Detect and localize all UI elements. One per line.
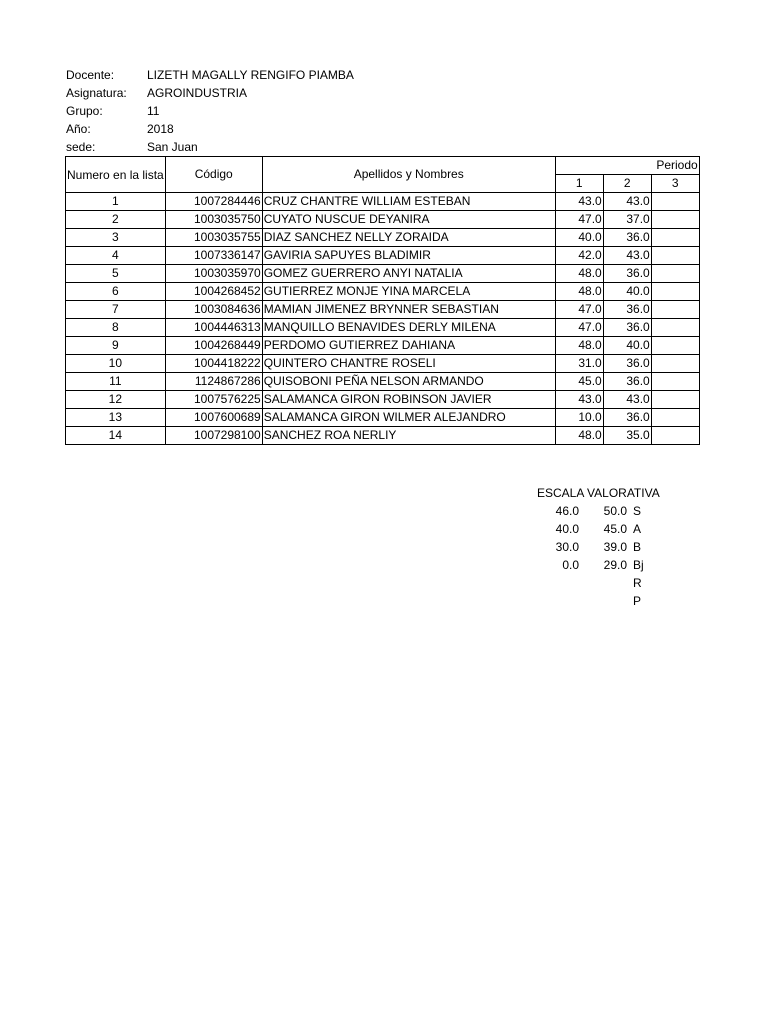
row-code: 1007298100 [165, 427, 262, 445]
row-number: 10 [66, 355, 166, 373]
info-row [66, 138, 466, 156]
row-name: SALAMANCA GIRON ROBINSON JAVIER [262, 391, 555, 409]
scale-min: 46.0 [555, 504, 579, 518]
row-code: 1124867286 [165, 373, 262, 391]
row-period-3 [651, 229, 699, 247]
row-period-2: 40.0 [603, 283, 651, 301]
info-row [66, 66, 466, 84]
row-number: 13 [66, 409, 166, 427]
header-nombres: Apellidos y Nombres [262, 157, 555, 193]
row-period-1: 43.0 [555, 193, 603, 211]
row-period-3 [651, 265, 699, 283]
row-period-3 [651, 409, 699, 427]
header-period-1: 1 [555, 175, 603, 193]
scale-label: P [633, 594, 642, 608]
scale-title: ESCALA VALORATIVA [537, 486, 660, 500]
table-row [66, 409, 700, 427]
row-period-2: 43.0 [603, 247, 651, 265]
scale-min: 0.0 [562, 558, 579, 572]
table-row [66, 265, 700, 283]
row-number: 6 [66, 283, 166, 301]
row-period-3 [651, 427, 699, 445]
row-name: MAMIAN JIMENEZ BRYNNER SEBASTIAN [262, 301, 555, 319]
header-numero: Numero en la lista [66, 157, 166, 193]
row-code: 1007336147 [165, 247, 262, 265]
row-code: 1003084636 [165, 301, 262, 319]
scale-row [537, 520, 677, 538]
info-row [66, 102, 466, 120]
row-period-3 [651, 283, 699, 301]
row-name: SALAMANCA GIRON WILMER ALEJANDRO [262, 409, 555, 427]
row-code: 1004268449 [165, 337, 262, 355]
info-row [66, 84, 466, 102]
row-period-3 [651, 373, 699, 391]
row-number: 14 [66, 427, 166, 445]
info-label: Año: [66, 122, 91, 136]
row-period-3 [651, 211, 699, 229]
table-row [66, 229, 700, 247]
scale-max: 50.0 [603, 504, 627, 518]
table-row [66, 193, 700, 211]
row-period-2: 43.0 [603, 193, 651, 211]
row-period-3 [651, 355, 699, 373]
header-info [66, 66, 466, 156]
row-name: QUINTERO CHANTRE ROSELI [262, 355, 555, 373]
row-period-1: 45.0 [555, 373, 603, 391]
row-name: GUTIERREZ MONJE YINA MARCELA [262, 283, 555, 301]
row-number: 8 [66, 319, 166, 337]
row-code: 1007576225 [165, 391, 262, 409]
row-period-1: 47.0 [555, 301, 603, 319]
row-period-1: 48.0 [555, 337, 603, 355]
header-period-2: 2 [603, 175, 651, 193]
info-value: 2018 [147, 122, 174, 136]
row-number: 1 [66, 193, 166, 211]
grades-body [66, 193, 700, 445]
table-row [66, 301, 700, 319]
scale-row [537, 502, 677, 520]
row-name: SANCHEZ ROA NERLIY [262, 427, 555, 445]
row-period-2: 36.0 [603, 409, 651, 427]
row-period-2: 36.0 [603, 373, 651, 391]
row-period-3 [651, 301, 699, 319]
row-number: 3 [66, 229, 166, 247]
scale-max: 29.0 [603, 558, 627, 572]
table-row [66, 319, 700, 337]
row-period-1: 43.0 [555, 391, 603, 409]
header-codigo: Código [165, 157, 262, 193]
row-period-1: 48.0 [555, 427, 603, 445]
row-code: 1003035750 [165, 211, 262, 229]
row-period-2: 37.0 [603, 211, 651, 229]
row-code: 1004418222 [165, 355, 262, 373]
table-row [66, 211, 700, 229]
row-number: 12 [66, 391, 166, 409]
scale-label: B [633, 540, 642, 554]
info-value: San Juan [147, 140, 198, 154]
row-name: PERDOMO GUTIERREZ DAHIANA [262, 337, 555, 355]
row-code: 1003035755 [165, 229, 262, 247]
info-label: Docente: [66, 68, 115, 82]
row-code: 1004268452 [165, 283, 262, 301]
table-row [66, 247, 700, 265]
scale-max: 45.0 [603, 522, 627, 536]
scale-label: S [633, 504, 642, 518]
scale-max: 39.0 [603, 540, 627, 554]
row-period-1: 40.0 [555, 229, 603, 247]
table-row [66, 391, 700, 409]
row-period-2: 35.0 [603, 427, 651, 445]
row-code: 1004446313 [165, 319, 262, 337]
scale-min: 40.0 [555, 522, 579, 536]
table-row [66, 283, 700, 301]
row-number: 7 [66, 301, 166, 319]
scale-row [537, 538, 677, 556]
scale-row [537, 574, 677, 592]
row-period-1: 47.0 [555, 319, 603, 337]
row-period-3 [651, 391, 699, 409]
info-value: AGROINDUSTRIA [147, 86, 248, 100]
scale-label: A [633, 522, 642, 536]
row-period-2: 40.0 [603, 337, 651, 355]
scale-row [537, 556, 677, 574]
scale-min: 30.0 [555, 540, 579, 554]
info-value: LIZETH MAGALLY RENGIFO PIAMBA [147, 68, 354, 82]
row-code: 1003035970 [165, 265, 262, 283]
row-period-1: 48.0 [555, 265, 603, 283]
info-label: Grupo: [66, 104, 103, 118]
header-periodo: Periodo [555, 157, 699, 175]
row-number: 11 [66, 373, 166, 391]
table-row [66, 427, 700, 445]
row-number: 4 [66, 247, 166, 265]
info-label: Asignatura: [66, 86, 127, 100]
row-name: GAVIRIA SAPUYES BLADIMIR [262, 247, 555, 265]
row-period-1: 10.0 [555, 409, 603, 427]
scale-row [537, 592, 677, 610]
info-value: 11 [147, 104, 160, 118]
row-name: GOMEZ GUERRERO ANYI NATALIA [262, 265, 555, 283]
table-row [66, 355, 700, 373]
row-period-1: 47.0 [555, 211, 603, 229]
info-row [66, 120, 466, 138]
row-number: 9 [66, 337, 166, 355]
row-name: DIAZ SANCHEZ NELLY ZORAIDA [262, 229, 555, 247]
row-period-2: 36.0 [603, 355, 651, 373]
scale-label: R [633, 576, 642, 590]
row-code: 1007284446 [165, 193, 262, 211]
table-row [66, 373, 700, 391]
table-row [66, 337, 700, 355]
escala-valorativa [537, 484, 677, 610]
row-name: CRUZ CHANTRE WILLIAM ESTEBAN [262, 193, 555, 211]
row-number: 2 [66, 211, 166, 229]
header-period-3: 3 [651, 175, 699, 193]
row-period-3 [651, 337, 699, 355]
row-period-2: 43.0 [603, 391, 651, 409]
row-period-3 [651, 193, 699, 211]
info-label: sede: [66, 140, 96, 154]
grades-table [65, 156, 700, 445]
row-period-2: 36.0 [603, 301, 651, 319]
row-period-2: 36.0 [603, 265, 651, 283]
row-number: 5 [66, 265, 166, 283]
row-name: MANQUILLO BENAVIDES DERLY MILENA [262, 319, 555, 337]
row-code: 1007600689 [165, 409, 262, 427]
row-period-2: 36.0 [603, 319, 651, 337]
scale-label: Bj [633, 558, 644, 572]
row-period-3 [651, 319, 699, 337]
row-name: QUISOBONI PEÑA NELSON ARMANDO [262, 373, 555, 391]
row-period-1: 48.0 [555, 283, 603, 301]
row-period-2: 36.0 [603, 229, 651, 247]
row-period-1: 42.0 [555, 247, 603, 265]
row-period-1: 31.0 [555, 355, 603, 373]
row-period-3 [651, 247, 699, 265]
row-name: CUYATO NUSCUE DEYANIRA [262, 211, 555, 229]
